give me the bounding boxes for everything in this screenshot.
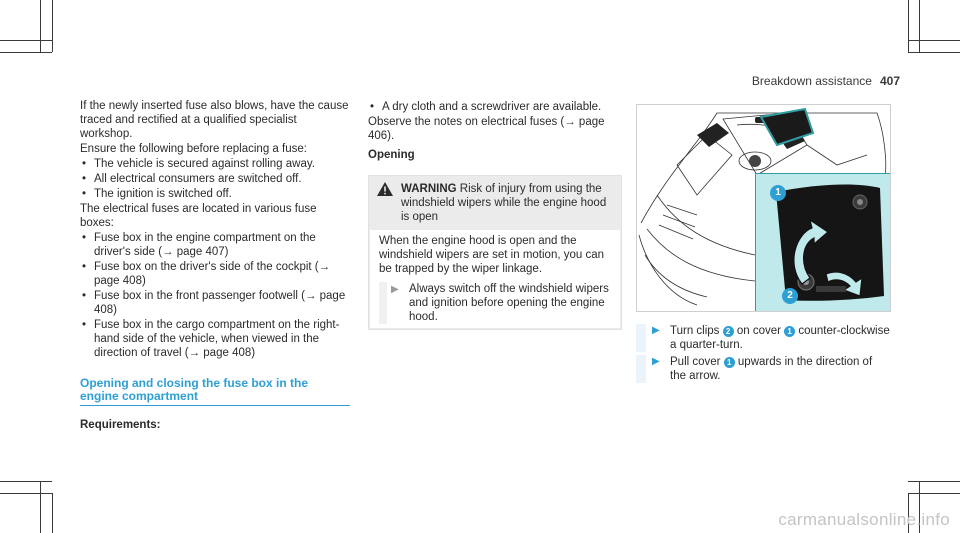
warning-body — [370, 230, 620, 328]
warning-label: WARNING — [401, 183, 457, 195]
crop-mark — [908, 40, 960, 41]
fuse-box-inset — [755, 173, 891, 312]
page-header — [752, 74, 900, 88]
list-item: • The ignition is switched off. — [80, 187, 350, 201]
instruction-fragment: on cover — [736, 325, 781, 337]
callout-2: 2 — [782, 288, 798, 304]
instruction-fragment: upwards in the direction of the arrow. — [670, 356, 873, 382]
crop-mark — [908, 0, 909, 52]
crop-mark — [919, 0, 920, 52]
crop-mark — [40, 481, 41, 533]
step-bar — [636, 355, 646, 383]
callout-badge: 1 — [784, 326, 795, 337]
ensure-list — [80, 157, 350, 201]
fuse-box-list — [80, 231, 350, 360]
instruction-text — [670, 324, 891, 352]
crop-mark — [908, 52, 960, 53]
list-item: • All electrical consumers are switched off. — [80, 172, 350, 186]
ensure-text: Ensure the following before replacing a fuse: — [80, 143, 307, 155]
opening-heading: Opening — [368, 149, 415, 161]
requirements-label: Requirements: — [80, 419, 161, 431]
warning-step — [379, 282, 612, 324]
crop-mark — [0, 481, 52, 482]
callout-badge: 2 — [723, 326, 734, 337]
section-title: Opening and closing the fuse box in the engine compartment — [80, 377, 350, 406]
crop-mark — [0, 493, 52, 494]
warning-message: Risk of injury from using the windshield wipers while the engine hood is open — [401, 183, 607, 223]
list-item: • Fuse box in the cargo compartment on the right-hand side of the vehicle, when viewed in the direction of travel (→ page 408) — [80, 318, 350, 360]
crop-mark — [908, 481, 960, 482]
step-bar — [636, 324, 646, 352]
crop-mark — [52, 493, 53, 533]
instruction-fragment: Turn clips — [670, 325, 720, 337]
instruction-step — [636, 324, 891, 352]
column-left — [80, 99, 350, 432]
crop-mark — [40, 0, 41, 52]
warning-box — [368, 175, 622, 330]
instruction-text — [670, 355, 891, 383]
warning-text — [401, 182, 613, 224]
list-item: • Fuse box in the engine compartment on the driver's side (→ page 407) — [80, 231, 350, 259]
arrow-right-icon: ▶ — [652, 356, 660, 367]
page-number: 407 — [879, 74, 900, 88]
watermark: carmanualsonline.info — [778, 510, 950, 529]
section-name: Breakdown assistance — [751, 74, 872, 88]
warning-header — [369, 176, 621, 230]
warning-body-text: When the engine hood is open and the windshield wipers are set in motion, you can be trapped by the wiper linkage. — [379, 235, 605, 275]
crop-mark — [908, 493, 960, 494]
warning-triangle-icon — [377, 182, 401, 224]
callout-1: 1 — [770, 185, 786, 201]
located-text: The electrical fuses are located in various fuse boxes: — [80, 203, 317, 229]
list-item: • A dry cloth and a screwdriver are available. — [368, 100, 622, 114]
list-item: • Fuse box in the front passenger footwell (→ page 408) — [80, 289, 350, 317]
list-item: • Fuse box on the driver's side of the cockpit (→ page 408) — [80, 260, 350, 288]
instruction-fragment: Pull cover — [670, 356, 721, 368]
column-middle — [368, 99, 622, 330]
instruction-step — [636, 355, 891, 383]
step-bar — [379, 282, 391, 324]
callout-badge: 1 — [724, 357, 735, 368]
crop-mark — [0, 52, 52, 53]
observe-text: Observe the notes on electrical fuses (→ page 406). — [368, 116, 605, 142]
arrow-right-icon: ▶ — [391, 284, 399, 295]
arrow-right-icon: ▶ — [652, 325, 660, 336]
requirements-list — [368, 100, 622, 114]
engine-compartment-figure — [636, 104, 891, 312]
instruction-fragment: counter-clockwise a quarter-turn. — [670, 325, 890, 351]
crop-mark — [52, 0, 53, 52]
intro-text: If the newly inserted fuse also blows, have the cause traced and rectified at a qualified specialist workshop. — [80, 100, 349, 140]
crop-mark — [0, 40, 52, 41]
warning-step-text: Always switch off the windshield wipers and ignition before opening the engine hood. — [409, 283, 609, 323]
list-item: • The vehicle is secured against rolling away. — [80, 157, 350, 171]
